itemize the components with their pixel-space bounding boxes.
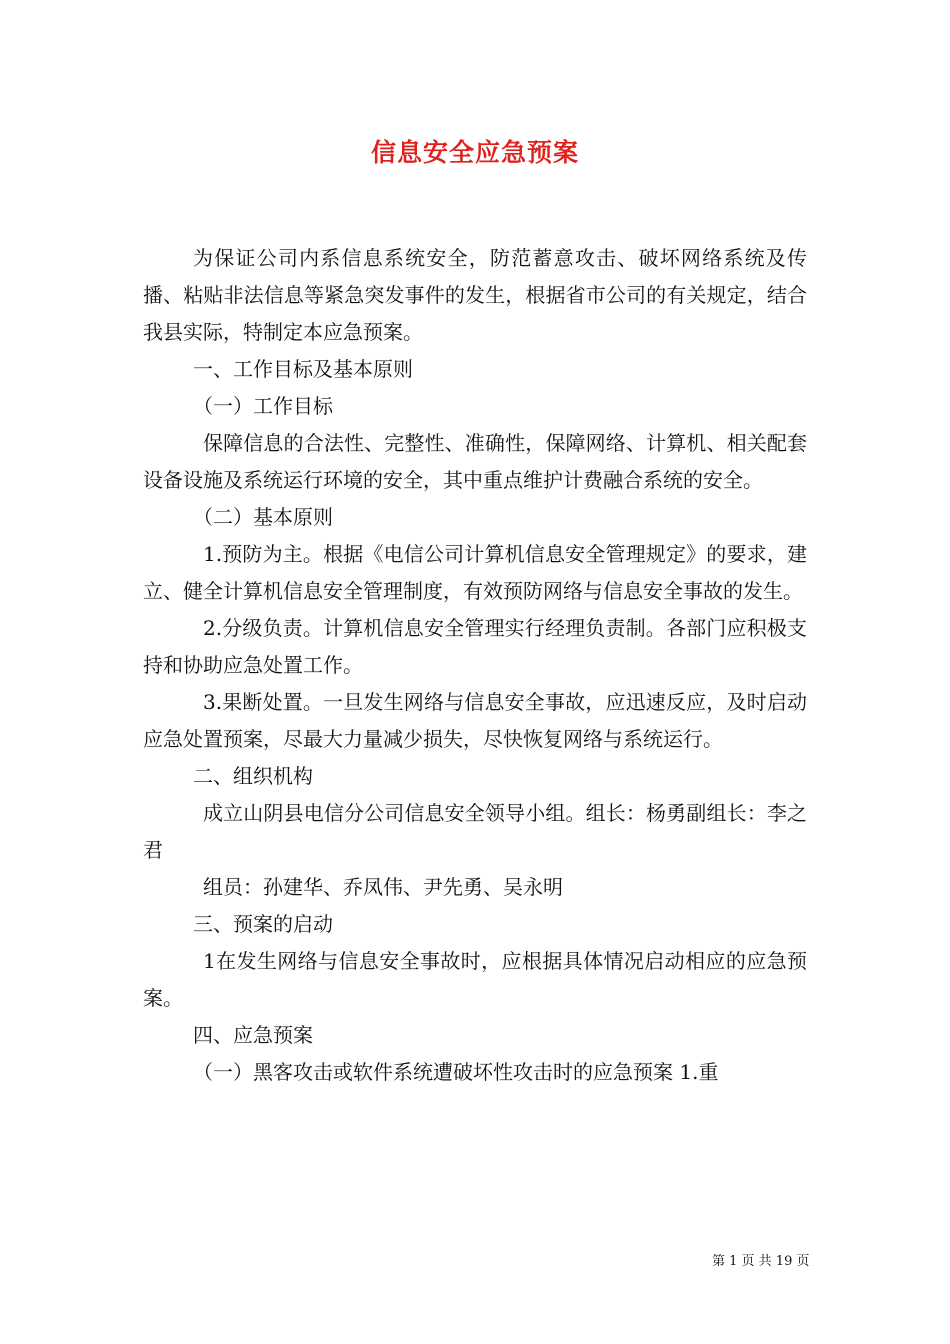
- section-heading-3: 三、预案的启动: [193, 912, 333, 936]
- page-number: 第 1 页 共 19 页: [712, 1254, 810, 1269]
- document-body: [143, 240, 807, 1091]
- subsection-heading-goal: （一）工作目标: [193, 394, 333, 418]
- paragraph-organization: 成立山阴县电信分公司信息安全领导小组。组长：杨勇副组长：李之君: [143, 801, 807, 862]
- document-title: 信息安全应急预案: [370, 138, 579, 167]
- paragraph-hacker-plan: （一）黑客攻击或软件系统遭破坏性攻击时的应急预案 1.重: [193, 1060, 719, 1084]
- paragraph-intro: 为保证公司内系信息系统安全，防范蓄意攻击、破坏网络系统及传播、粘贴非法信息等紧急突发事件的发生，根据省市公司的有关规定，结合我县实际，特制定本应急预案。: [143, 246, 807, 344]
- section-heading-2: 二、组织机构: [193, 764, 313, 788]
- paragraph-principle-2: 2.分级负责。计算机信息安全管理实行经理负责制。各部门应积极支持和协助应急处置工作。: [143, 616, 807, 677]
- section-heading-1: 一、工作目标及基本原则: [193, 357, 413, 381]
- paragraph-principle-3: 3.果断处置。一旦发生网络与信息安全事故，应迅速反应，及时启动应急处置预案，尽最大力量减少损失，尽快恢复网络与系统运行。: [143, 690, 807, 751]
- paragraph-members: 组员：孙建华、乔凤伟、尹先勇、吴永明: [203, 875, 563, 899]
- section-heading-4: 四、应急预案: [193, 1023, 313, 1047]
- paragraph-goal: 保障信息的合法性、完整性、准确性，保障网络、计算机、相关配套设备设施及系统运行环境的安全，其中重点维护计费融合系统的安全。: [143, 431, 807, 492]
- paragraph-principle-1: 1.预防为主。根据《电信公司计算机信息安全管理规定》的要求，建立、健全计算机信息安全管理制度，有效预防网络与信息安全事故的发生。: [143, 542, 807, 603]
- subsection-heading-principles: （二）基本原则: [193, 505, 333, 529]
- paragraph-activation: 1在发生网络与信息安全事故时，应根据具体情况启动相应的应急预案。: [143, 949, 807, 1010]
